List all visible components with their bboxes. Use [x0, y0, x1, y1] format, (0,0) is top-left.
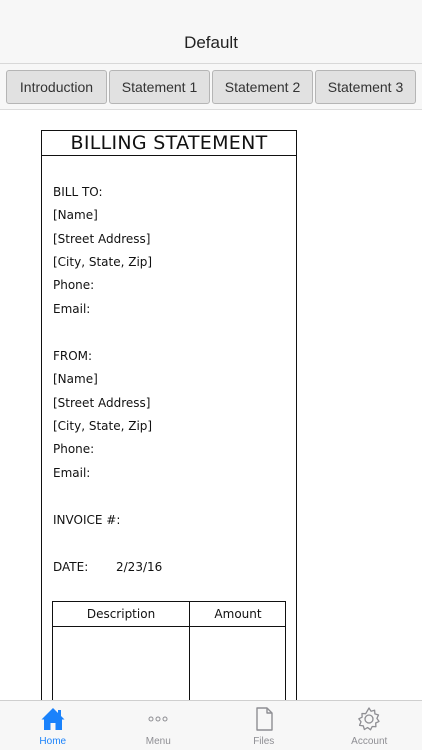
bottom-tab-bar	[0, 700, 422, 750]
tabbar-item-files[interactable]	[211, 701, 317, 750]
tabbar-item-account[interactable]	[317, 701, 422, 750]
tab-introduction[interactable]: Introduction	[6, 70, 107, 104]
tabbar-label-menu: Menu	[145, 736, 171, 747]
more-icon	[145, 706, 171, 732]
tab-statement-1[interactable]: Statement 1	[109, 70, 210, 104]
from-phone: Phone:	[53, 442, 95, 456]
tabbar-item-home[interactable]	[0, 701, 106, 750]
tab-statement-3[interactable]: Statement 3	[315, 70, 416, 104]
bill-to-street: [Street Address]	[53, 232, 151, 246]
gear-icon	[356, 706, 382, 732]
date-label: DATE:	[53, 560, 89, 574]
from-email: Email:	[53, 466, 91, 480]
bill-to-city: [City, State, Zip]	[53, 255, 153, 269]
tabbar-label-files: Files	[253, 736, 275, 747]
bill-to-heading: BILL TO:	[53, 185, 103, 199]
bill-to-email: Email:	[53, 302, 91, 316]
billing-statement-document	[41, 130, 297, 710]
home-icon	[40, 706, 66, 732]
statement-title: BILLING STATEMENT	[42, 131, 296, 156]
statement-tabs	[0, 64, 422, 110]
bill-to-phone: Phone:	[53, 278, 95, 292]
tabbar-item-menu[interactable]	[106, 701, 212, 750]
column-header-amount: Amount	[214, 607, 262, 621]
column-header-description: Description	[86, 607, 156, 621]
from-name: [Name]	[53, 372, 98, 386]
tabbar-label-home: Home	[39, 736, 67, 747]
from-street: [Street Address]	[53, 396, 151, 410]
date-value: 2/23/16	[116, 560, 163, 574]
file-icon	[251, 706, 277, 732]
from-heading: FROM:	[53, 349, 93, 363]
from-city: [City, State, Zip]	[53, 419, 153, 433]
page-title: Default	[184, 33, 238, 52]
invoice-table-header	[53, 602, 285, 627]
navigation-bar	[0, 0, 422, 64]
bill-to-name: [Name]	[53, 208, 98, 222]
tabbar-label-account: Account	[351, 736, 388, 747]
tab-statement-2[interactable]: Statement 2	[212, 70, 313, 104]
invoice-number-label: INVOICE #:	[53, 513, 121, 527]
